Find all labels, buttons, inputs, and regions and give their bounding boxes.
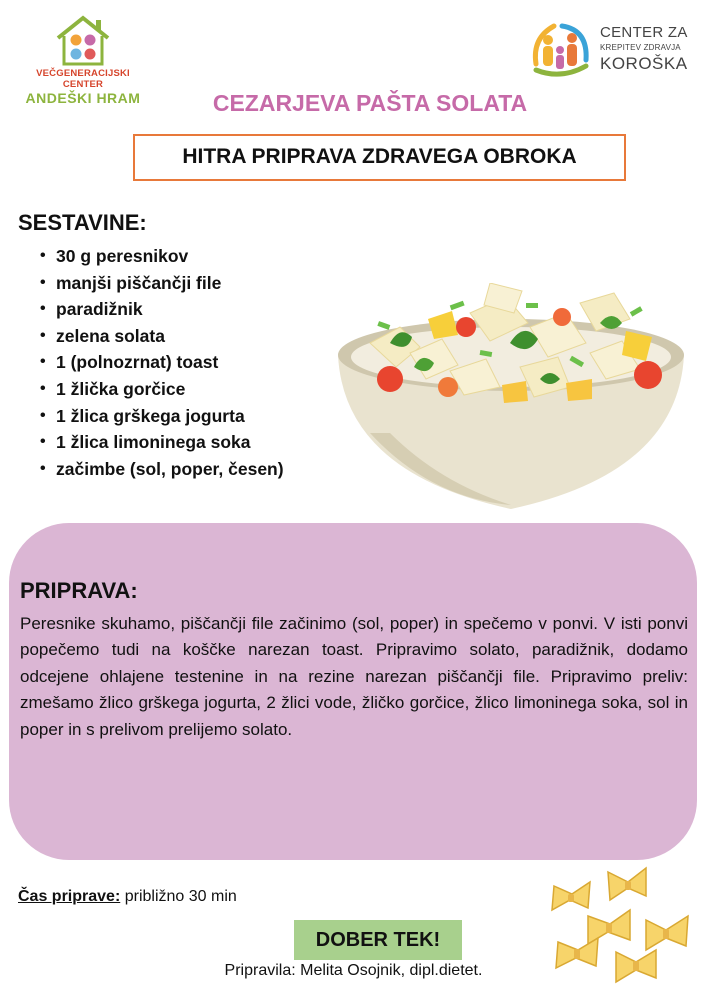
ingredient-item: • začimbe (sol, poper, česen) <box>40 456 284 483</box>
ingredient-item: • manjši piščančji file <box>40 270 284 297</box>
preparation-heading: PRIPRAVA: <box>20 578 138 603</box>
family-icon <box>528 16 594 82</box>
house-faces-icon <box>54 14 112 66</box>
closing-banner: DOBER TEK! <box>294 920 462 960</box>
ingredient-item: • 1 (polnozrnat) toast <box>40 349 284 376</box>
salad-bowl-illustration <box>330 283 692 513</box>
ingredient-item: • 30 g peresnikov <box>40 243 284 270</box>
logo-right-line2: KREPITEV ZDRAVJA <box>600 43 681 52</box>
subtitle-box: HITRA PRIPRAVA ZDRAVEGA OBROKA <box>133 134 626 181</box>
ingredients-list <box>40 243 284 482</box>
logo-andeski-hram <box>18 14 148 106</box>
ingredients-heading: SESTAVINE: <box>18 210 147 235</box>
logo-right-line3: KOROŠKA <box>600 54 688 73</box>
logo-left-line1: VEČGENERACIJSKI CENTER <box>36 68 130 90</box>
ingredient-item: • 1 žlička gorčice <box>40 376 284 403</box>
page-title: CEZARJEVA PAŠTA SOLATA <box>212 90 528 116</box>
ingredient-item: • zelena solata <box>40 323 284 350</box>
logo-left-line2: ANDEŠKI HRAM <box>25 90 141 106</box>
ingredient-item: • 1 žlica limoninega soka <box>40 429 284 456</box>
farfalle-pasta-illustration <box>548 864 698 989</box>
logo-center-krepitev <box>528 16 703 86</box>
author-credit: Pripravila: Melita Osojnik, dipl.dietet. <box>224 962 483 979</box>
ingredient-item: • 1 žlica grškega jogurta <box>40 403 284 430</box>
prep-time <box>18 888 237 906</box>
prep-time-label: Čas priprave: <box>18 888 121 905</box>
logo-right-line1: CENTER ZA <box>600 24 688 41</box>
ingredient-item: • paradižnik <box>40 296 284 323</box>
preparation-text: Peresnike skuhamo, piščančji file začinimo (sol, poper) in spečemo v ponvi. V isti ponvi popečemo tudi na koščke narezan toast. Pripravimo solato, paradižnik, dodamo odcejene ohlajene testenine in na rezine narezan piščančji file. Pripravimo preliv: zmešamo žlico grškega jogurta, 2 žlici vode, žličko gorčice, žlico limoninega soka, sol in poper in s prelivom prelijemo solato. <box>20 614 688 739</box>
prep-time-value: približno 30 min <box>124 888 237 905</box>
